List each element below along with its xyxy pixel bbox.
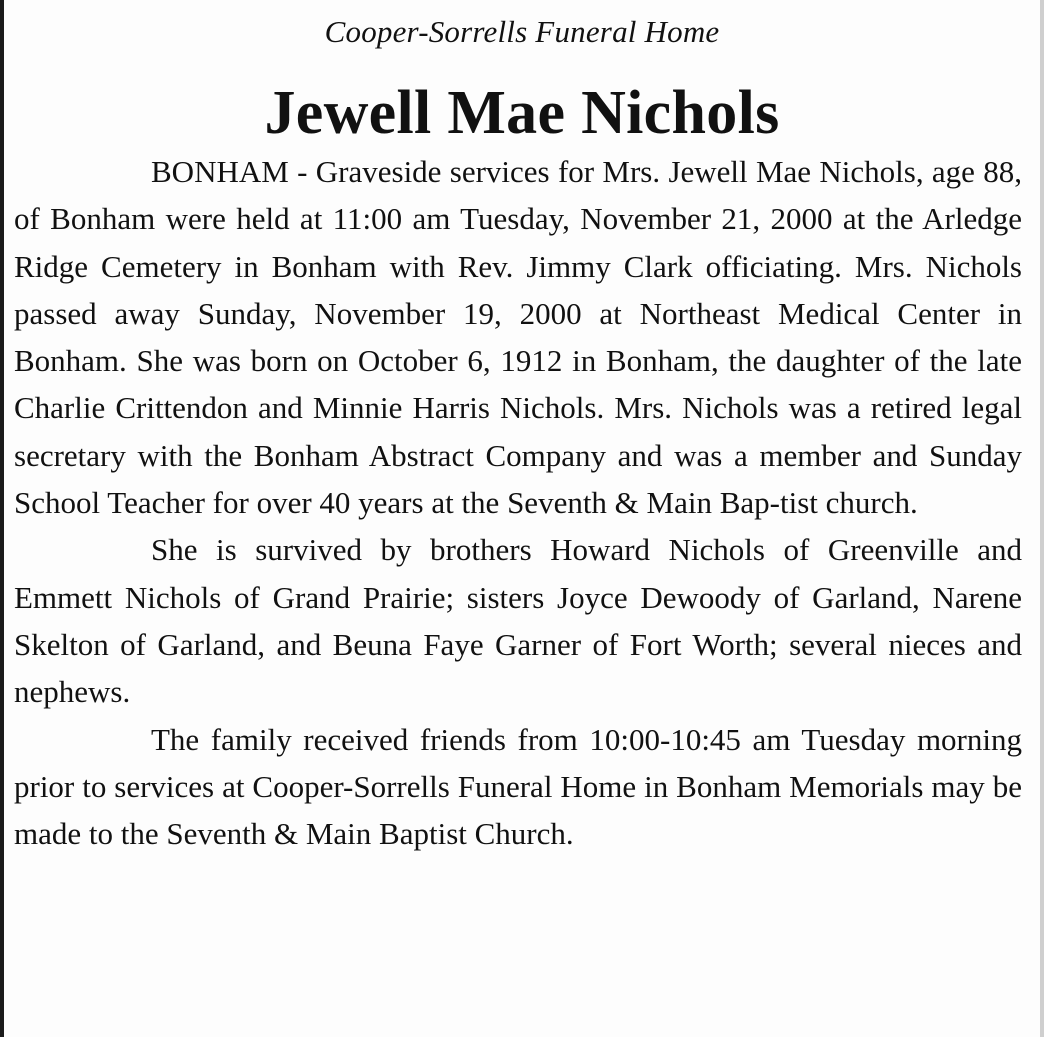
obituary-body [14, 148, 1022, 857]
obituary-title: Jewell Mae Nichols [264, 79, 780, 147]
paragraph-services: BONHAM - Graveside services for Mrs. Jewell Mae Nichols, age 88, of Bonham were held at 11:00 am Tuesday, November 21, 2000 at the Arledge Ridge Cemetery in Bonham with Rev. Jimmy Clark officiating. Mrs. Nichols passed away Sunday, November 19, 2000 at Northeast Medical Center in Bonham. She was born on October 6, 1912 in Bonham, the daughter of the late Charlie Crittendon and Minnie Harris Nichols. Mrs. Nichols was a retired legal secretary with the Bonham Abstract Company and was a member and Sunday School Teacher for over 40 years at the Seventh & Main Bap-tist church. [14, 154, 1022, 521]
paragraph-survivors: She is survived by brothers Howard Nichols of Greenville and Emmett Nichols of Grand Prairie; sisters Joyce Dewoody of Garland, Narene Skelton of Garland, and Beuna Faye Garner of Fort Worth; several nieces and nephews. [14, 532, 1022, 710]
scan-edge-left [0, 0, 4, 1037]
paragraph-visitation: The family received friends from 10:00-10:45 am Tuesday morning prior to services at Cooper-Sorrells Funeral Home in Bonham Memorials may be made to the Seventh & Main Baptist Church. [14, 721, 1022, 852]
funeral-home-heading: Cooper-Sorrells Funeral Home [324, 14, 720, 49]
scan-edge-right [1040, 0, 1044, 1037]
